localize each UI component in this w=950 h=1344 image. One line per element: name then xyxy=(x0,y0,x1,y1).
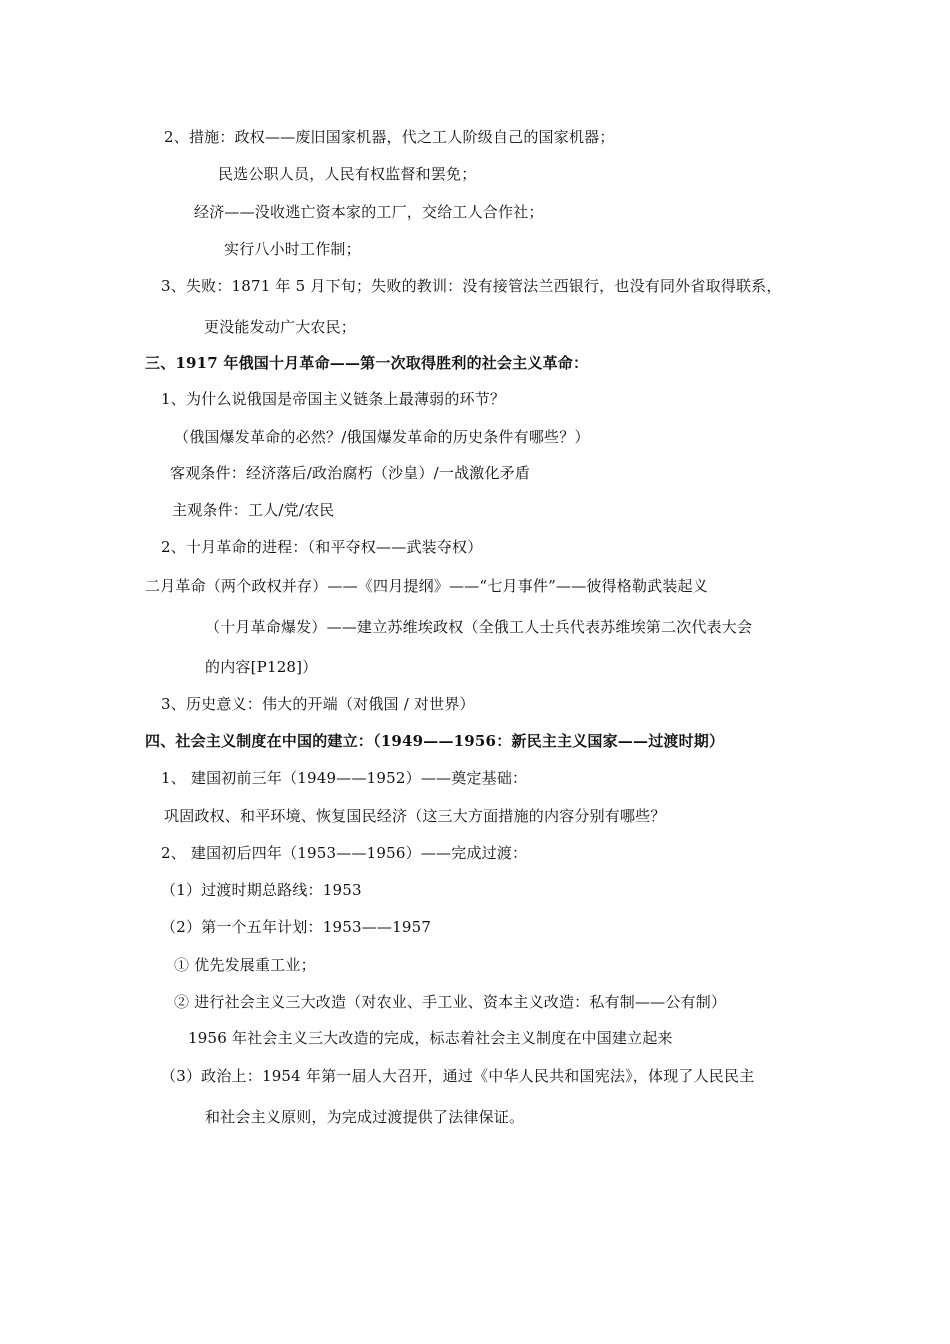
measures-economic-1: 经济——没收逃亡资本家的工厂，交给工人合作社； xyxy=(194,203,544,221)
political-constitution-continued: 和社会主义原则，为完成过渡提供了法律保证。 xyxy=(205,1108,525,1126)
section-three-heading: 三、1917 年俄国十月革命——第一次取得胜利的社会主义革命： xyxy=(145,354,589,372)
objective-conditions: 客观条件：经济落后/政治腐朽（沙皇）/一战激化矛盾 xyxy=(170,464,531,482)
measures-heading: 2、措施：政权——废旧国家机器，代之工人阶级自己的国家机器； xyxy=(164,128,615,146)
measures-economic-2: 实行八小时工作制； xyxy=(224,240,361,258)
failure-line-continued: 更没能发动广大农民； xyxy=(204,318,357,336)
first-three-years: 1、 建国初前三年（1949——1952）——奠定基础： xyxy=(161,769,528,787)
october-process-3: 的内容[P128]） xyxy=(205,658,318,676)
section-four-heading: 四、社会主义制度在中国的建立：（1949——1956：新民主主义国家——过渡时期） xyxy=(145,732,725,750)
question-conditions: （俄国爆发革命的必然？/俄国爆发革命的历史条件有哪些？） xyxy=(174,428,590,446)
first-three-years-detail: 巩固政权、和平环境、恢复国民经济（这三大方面措施的内容分别有哪些？ xyxy=(164,807,666,825)
three-transformations: ② 进行社会主义三大改造（对农业、手工业、资本主义改造：私有制——公有制） xyxy=(174,993,727,1011)
general-line: （1）过渡时期总路线：1953 xyxy=(161,881,362,899)
subjective-conditions: 主观条件：工人/党/农民 xyxy=(172,501,335,519)
failure-line: 3、失败：1871 年 5 月下旬；失败的教训：没有接管法兰西银行，也没有同外省取得联系， xyxy=(161,277,782,295)
october-process-2: （十月革命爆发）——建立苏维埃政权（全俄工人士兵代表苏维埃第二次代表大会 xyxy=(205,618,753,636)
first-five-year-plan: （2）第一个五年计划：1953——1957 xyxy=(161,918,432,936)
heavy-industry: ① 优先发展重工业； xyxy=(174,956,316,974)
measures-political-2: 民选公职人员，人民有权监督和罢免； xyxy=(218,165,477,183)
october-process-1: 二月革命（两个政权并存）——《四月提纲》——“七月事件”——彼得格勒武装起义 xyxy=(145,577,708,595)
transformation-completed: 1956 年社会主义三大改造的完成，标志着社会主义制度在中国建立起来 xyxy=(188,1029,673,1047)
historical-significance: 3、历史意义：伟大的开端（对俄国 / 对世界） xyxy=(161,695,475,713)
question-weakest-link: 1、为什么说俄国是帝国主义链条上最薄弱的环节？ xyxy=(161,390,506,408)
later-four-years: 2、 建国初后四年（1953——1956）——完成过渡： xyxy=(161,844,528,862)
political-constitution: （3）政治上：1954 年第一届人大召开，通过《中华人民共和国宪法》，体现了人民民主 xyxy=(161,1067,755,1085)
october-process-heading: 2、十月革命的进程：（和平夺权——武装夺权） xyxy=(161,538,483,556)
